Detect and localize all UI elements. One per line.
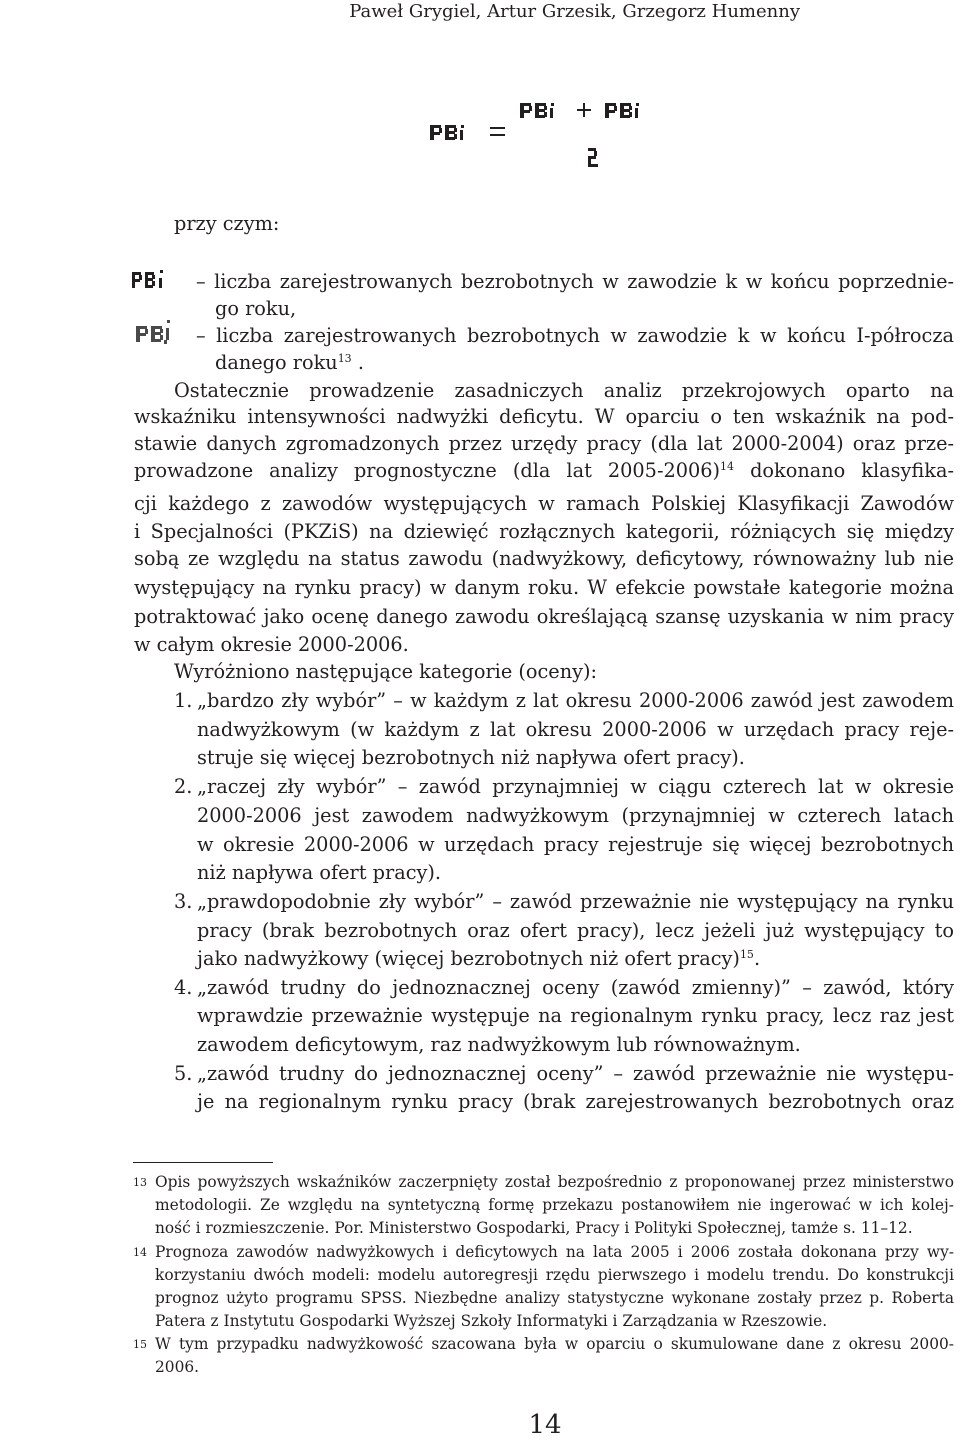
footnote-13-line-1: Opis powyższych wskaźników zaczerpnięty został bezpośrednio z proponowanej przez ministerstwo bbox=[155, 1173, 954, 1191]
list-item-4-line-3: zawodem deficytowym, raz nadwyżkowym lub równoważnym. bbox=[197, 1033, 801, 1056]
list-item-4-line-1: „zawód trudny do jednoznacznej oceny (zawód zmienny)” – zawód, który bbox=[197, 976, 954, 999]
footnote-15-line-1: W tym przypadku nadwyżkowość szacowana była w oparciu o skumulowane dane z okresu 2000- bbox=[155, 1335, 954, 1353]
paragraph-line-9: potraktować jako ocenę danego zawodu określającą szansę uzyskania w nim pracy bbox=[134, 605, 954, 628]
list-item-2-line-1: „raczej zły wybór” – zawód przynajmniej w ciągu czterech lat w okresie bbox=[197, 775, 954, 798]
categories-intro: Wyróżniono następujące kategorie (oceny): bbox=[174, 660, 598, 683]
paragraph-line-4: prowadzone analizy prognostyczne (dla lat 2005-2006)$^{14}$ dokonano klasyfika- bbox=[134, 459, 954, 482]
list-item-4-number: 4. bbox=[174, 976, 193, 999]
list-item-1-line-1: „bardzo zły wybór” – w każdym z lat okresu 2000-2006 zawód jest zawodem bbox=[197, 689, 954, 712]
list-item-3-line-2: pracy (brak bezrobotnych oraz ofert pracy), lecz jeżeli już występujący to bbox=[197, 919, 954, 942]
footnote-ref-14: 14 bbox=[720, 460, 735, 473]
paragraph-line-3: stawie danych zgromadzonych przez urzędy pracy (dla lat 2000-2004) oraz prze- bbox=[134, 432, 954, 455]
list-item-2-line-3: w okresie 2000-2006 w urzędach pracy rejestruje się więcej bezrobotnych bbox=[197, 833, 954, 856]
footnote-14-line-3: prognoz użyto programu SPSS. Niezbędne analizy statystyczne wykonane zostały przez p. Roberta bbox=[155, 1289, 954, 1307]
footnote-ref-15: 15 bbox=[739, 948, 754, 961]
paragraph-line-8: występujący na rynku pracy) w danym roku. W efekcie powstałe kategorie można bbox=[134, 576, 954, 599]
footnote-13-number: 13 bbox=[133, 1176, 147, 1189]
formula-image bbox=[425, 100, 665, 170]
list-item-3-line-3: jako nadwyżkowy (więcej bezrobotnych niż ofert pracy)$^{15}$. bbox=[197, 947, 761, 970]
footnote-13-line-2: metodologii. Ze względu na syntetyczną formę przekazu postanowiłem nie ingerować w ich kolej- bbox=[155, 1196, 954, 1214]
list-item-2-line-2: 2000-2006 jest zawodem nadwyżkowym (przynajmniej w czterech latach bbox=[197, 804, 954, 827]
footnote-14-number: 14 bbox=[133, 1246, 147, 1259]
footnote-15-line-2: 2006. bbox=[155, 1358, 200, 1376]
footnote-13-line-3: ność i rozmieszczenie. Por. Ministerstwo Gospodarki, Pracy i Polityki Społecznej, tamże s. 11–12. bbox=[155, 1219, 913, 1237]
paragraph-line-5: cji każdego z zawodów występujących w ramach Polskiej Klasyfikacji Zawodów bbox=[134, 492, 954, 515]
list-item-5-line-1: „zawód trudny do jednoznacznej oceny” – zawód przeważnie nie występu- bbox=[197, 1062, 954, 1085]
paragraph-line-10: w całym okresie 2000-2006. bbox=[134, 633, 409, 656]
pb-symbol-2 bbox=[134, 318, 180, 350]
footnote-14-line-4: Patera z Instytutu Gospodarki Wyższej Szkoły Informatyki i Zarządzania w Rzeszowie. bbox=[155, 1312, 828, 1330]
definition-2-line2: danego roku$^{13}$ . bbox=[215, 351, 364, 374]
list-item-3-line-1: „prawdopodobnie zły wybór” – zawód przeważnie nie występujący na rynku bbox=[197, 890, 954, 913]
footnote-separator bbox=[133, 1162, 273, 1163]
page-number: 14 bbox=[528, 1410, 562, 1440]
definition-1-line1: – liczba zarejestrowanych bezrobotnych w zawodzie k w końcu poprzednie- bbox=[196, 270, 954, 293]
list-item-1-number: 1. bbox=[174, 689, 193, 712]
footnote-14-line-1: Prognoza zawodów nadwyżkowych i deficytowych na lata 2005 i 2006 została dokonana przy wy- bbox=[155, 1243, 954, 1261]
list-item-4-line-2: wprawdzie przeważnie występuje na regionalnym rynku pracy, lecz raz jest bbox=[197, 1004, 954, 1027]
list-item-3-number: 3. bbox=[174, 890, 193, 913]
paragraph-line-1: Ostatecznie prowadzenie zasadniczych analiz przekrojowych oparto na bbox=[174, 379, 954, 402]
paragraph-line-7: sobą ze względu na status zawodu (nadwyżkowy, deficytowy, równoważny lub nie bbox=[134, 547, 954, 570]
list-item-5-number: 5. bbox=[174, 1062, 193, 1085]
footnote-14-line-2: korzystaniu dwóch modeli: modelu autoregresji rzędu pierwszego i modelu trendu. Do konstrukcji bbox=[155, 1266, 954, 1284]
paragraph-line-2: wskaźniku intensywności nadwyżki deficytu. W oparciu o ten wskaźnik na pod- bbox=[134, 405, 954, 428]
footnote-ref-13: 13 bbox=[337, 352, 352, 365]
running-head: Paweł Grygiel, Artur Grzesik, Grzegorz Humenny bbox=[349, 1, 800, 22]
definition-1-line2: go roku, bbox=[215, 297, 297, 320]
list-item-2-number: 2. bbox=[174, 775, 193, 798]
footnote-15-number: 15 bbox=[133, 1338, 147, 1351]
definition-2-line1: – liczba zarejestrowanych bezrobotnych w zawodzie k w końcu I-półrocza bbox=[196, 324, 954, 347]
paragraph-line-6: i Specjalności (PKZiS) na dziewięć rozłącznych kategorii, różniących się między bbox=[134, 520, 954, 543]
list-item-1-line-3: struje się więcej bezrobotnych niż napływa ofert pracy). bbox=[197, 746, 745, 769]
intro-label: przy czym: bbox=[174, 212, 280, 235]
pb-symbol-1 bbox=[130, 266, 172, 296]
list-item-1-line-2: nadwyżkowym (w każdym z lat okresu 2000-2006 w urzędach pracy reje- bbox=[197, 718, 954, 741]
list-item-2-line-4: niż napływa ofert pracy). bbox=[197, 861, 442, 884]
list-item-5-line-2: je na regionalnym rynku pracy (brak zarejestrowanych bezrobotnych oraz bbox=[197, 1090, 954, 1113]
